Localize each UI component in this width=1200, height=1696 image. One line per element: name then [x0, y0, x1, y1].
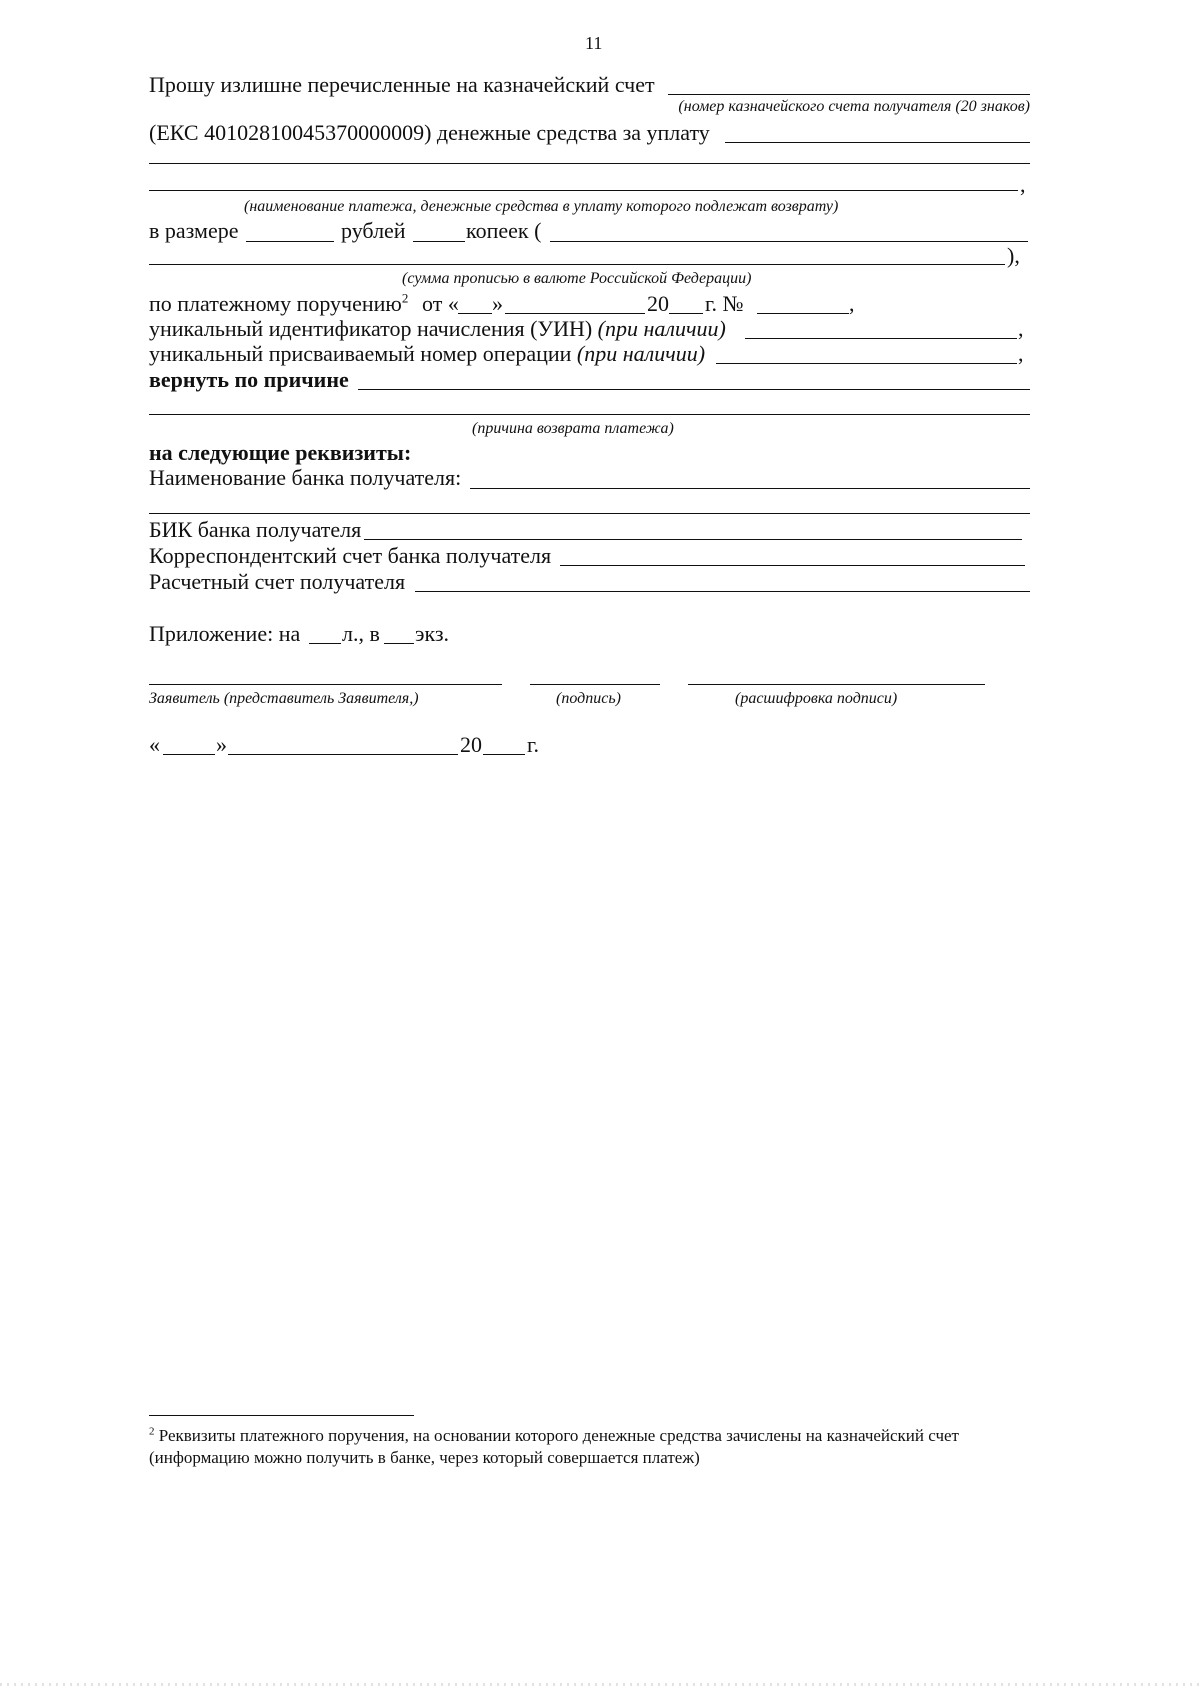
signature-field[interactable] — [530, 684, 660, 685]
page-number: 11 — [585, 33, 603, 53]
settlement-account-field[interactable] — [415, 591, 1030, 592]
attachment-label: Приложение: на — [149, 621, 301, 646]
order-comma: , — [849, 291, 855, 316]
applicant-caption: Заявитель (представитель Заявителя,) — [149, 690, 419, 707]
applicant-field[interactable] — [149, 684, 502, 685]
date-month-field[interactable] — [228, 754, 458, 755]
footnote-mark: 2 — [149, 1425, 155, 1438]
attachment-copies-label: экз. — [415, 621, 450, 646]
op-number-line — [149, 341, 705, 367]
corr-account-field[interactable] — [560, 565, 1025, 566]
signature-decoding-field[interactable] — [688, 684, 985, 685]
uin-comma: , — [1018, 316, 1024, 341]
treasury-account-caption: (номер казначейского счета получателя (20 знаков) — [678, 98, 1030, 115]
footnote-mark-ref: 2 — [401, 290, 409, 306]
uin-label: уникальный идентификатор начисления (УИН) — [149, 316, 593, 341]
date-day-field[interactable] — [163, 754, 215, 755]
account-request-text: Прошу излишне перечисленные на казначейский счет — [149, 72, 655, 97]
attachment-sheets-field[interactable] — [309, 643, 341, 644]
order-year-prefix: 20 — [647, 291, 669, 316]
uin-field[interactable] — [745, 338, 1017, 339]
bank-name-label: Наименование банка получателя: — [149, 465, 462, 490]
footnote-text: Реквизиты платежного поручения, на основании которого денежные средства зачислены на казначейский счет (информацию можно получить в банке, через который совершается платеж) — [149, 1426, 959, 1467]
order-year-field[interactable] — [669, 313, 703, 314]
corr-account-label: Корреспондентский счет банка получателя — [149, 543, 552, 568]
requisites-heading: на следующие реквизиты: — [149, 440, 412, 465]
payment-purpose-field-2[interactable] — [149, 163, 1030, 164]
date-year-prefix: 20 — [460, 732, 482, 757]
return-reason-caption: (причина возврата платежа) — [472, 420, 674, 437]
date-year-field[interactable] — [483, 754, 525, 755]
rubles-field[interactable] — [246, 241, 334, 242]
order-number-label: г. № — [705, 291, 744, 316]
op-number-optional: (при наличии) — [576, 341, 706, 366]
bik-field[interactable] — [364, 539, 1022, 540]
eks-account-text: (ЕКС 40102810045370000009) денежные средства за уплату — [149, 120, 710, 145]
bank-name-field-1[interactable] — [470, 488, 1030, 489]
footnote-separator — [149, 1415, 414, 1416]
order-number-field[interactable] — [757, 313, 849, 314]
attachment-copies-field[interactable] — [384, 643, 414, 644]
amount-label: в размере — [149, 218, 239, 243]
op-number-label: уникальный присваиваемый номер операции — [149, 341, 572, 366]
footnote — [149, 1425, 1009, 1469]
return-reason-field-1[interactable] — [358, 389, 1030, 390]
amount-close-paren: ), — [1007, 243, 1020, 268]
kopecks-field[interactable] — [413, 241, 465, 242]
payment-purpose-comma: , — [1020, 172, 1026, 197]
scan-artifact-line — [0, 1683, 1200, 1686]
order-day-field[interactable] — [458, 313, 492, 314]
date-year-suffix: г. — [527, 732, 540, 757]
payment-name-caption: (наименование платежа, денежные средства в уплату которого подлежат возврату) — [244, 198, 839, 215]
op-number-comma: , — [1018, 341, 1024, 366]
payment-purpose-field-1[interactable] — [725, 142, 1030, 143]
kopecks-label: копеек ( — [466, 218, 542, 243]
date-open-quote: « — [149, 732, 160, 757]
bik-label: БИК банка получателя — [149, 517, 362, 542]
return-reason-label: вернуть по причине — [149, 367, 349, 392]
payment-purpose-field-3[interactable] — [149, 190, 1018, 191]
bank-name-field-2[interactable] — [149, 513, 1030, 514]
payment-order-label: по платежному поручению — [149, 291, 402, 316]
order-quote-close: » — [492, 291, 503, 316]
signature-decoding-caption: (расшифровка подписи) — [735, 690, 898, 707]
return-reason-field-2[interactable] — [149, 414, 1030, 415]
amount-words-field-1[interactable] — [550, 241, 1028, 242]
uin-line — [149, 316, 726, 342]
payment-order-from: от « — [422, 291, 459, 316]
amount-words-field-2[interactable] — [149, 264, 1005, 265]
rubles-label: рублей — [341, 218, 406, 243]
order-month-field[interactable] — [505, 313, 645, 314]
settlement-account-label: Расчетный счет получателя — [149, 569, 406, 594]
attachment-sheets-label: л., в — [342, 621, 380, 646]
op-number-field[interactable] — [716, 363, 1017, 364]
signature-caption: (подпись) — [556, 690, 621, 707]
date-close-quote: » — [216, 732, 227, 757]
amount-words-caption: (сумма прописью в валюте Российской Федерации) — [402, 270, 752, 287]
treasury-account-field[interactable] — [668, 94, 1030, 95]
payment-order-line — [149, 291, 408, 317]
uin-optional: (при наличии) — [597, 316, 726, 341]
